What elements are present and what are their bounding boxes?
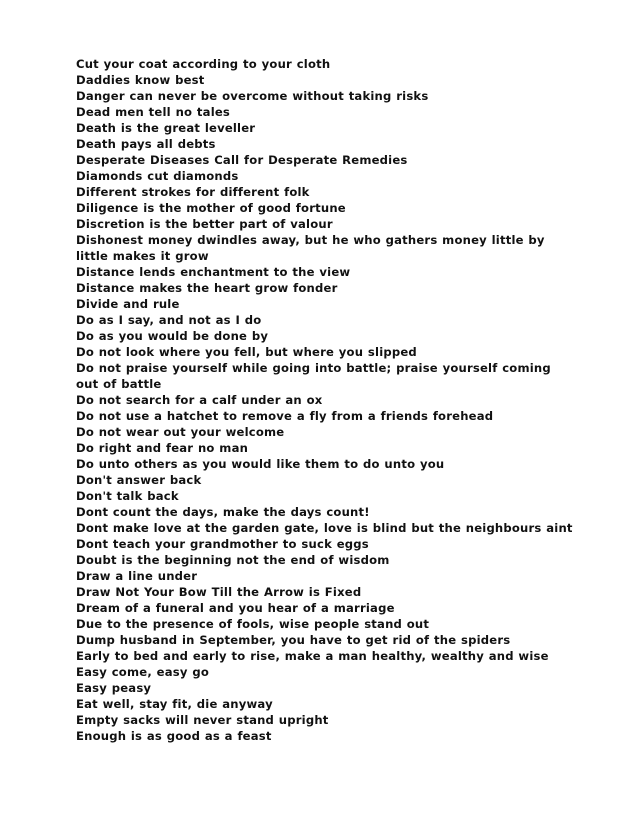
list-item: Early to bed and early to rise, make a man healthy, wealthy and wise bbox=[76, 649, 549, 663]
list-item: Death pays all debts bbox=[76, 137, 216, 151]
list-item: Dont make love at the garden gate, love is blind but the neighbours aint bbox=[76, 521, 573, 535]
list-item: Daddies know best bbox=[76, 73, 205, 87]
list-item: Dream of a funeral and you hear of a marriage bbox=[76, 601, 395, 615]
list-item: Death is the great leveller bbox=[76, 121, 256, 135]
list-item: Do not wear out your welcome bbox=[76, 425, 285, 439]
list-item: Enough is as good as a feast bbox=[76, 729, 272, 743]
list-item: Diamonds cut diamonds bbox=[76, 169, 239, 183]
list-item: Do as I say, and not as I do bbox=[76, 313, 262, 327]
list-item: Cut your coat according to your cloth bbox=[76, 57, 331, 71]
list-item: Draw a line under bbox=[76, 569, 198, 583]
list-item: Easy come, easy go bbox=[76, 665, 210, 679]
list-item: Danger can never be overcome without taking risks bbox=[76, 89, 429, 103]
list-item: Easy peasy bbox=[76, 681, 152, 695]
list-item: Distance makes the heart grow fonder bbox=[76, 281, 338, 295]
list-item: Due to the presence of fools, wise people stand out bbox=[76, 617, 430, 631]
list-item: Do not praise yourself while going into battle; praise yourself coming out of battle bbox=[76, 361, 551, 391]
list-item: Divide and rule bbox=[76, 297, 180, 311]
list-item: Dishonest money dwindles away, but he who gathers money little by little makes it grow bbox=[76, 233, 545, 263]
list-item: Distance lends enchantment to the view bbox=[76, 265, 351, 279]
list-item: Different strokes for different folk bbox=[76, 185, 310, 199]
list-item: Don't answer back bbox=[76, 473, 202, 487]
list-item: Do right and fear no man bbox=[76, 441, 249, 455]
list-item: Dont count the days, make the days count! bbox=[76, 505, 370, 519]
list-item: Dump husband in September, you have to get rid of the spiders bbox=[76, 633, 511, 647]
list-item: Do not look where you fell, but where you slipped bbox=[76, 345, 417, 359]
proverb-list bbox=[76, 56, 576, 744]
list-item: Do unto others as you would like them to do unto you bbox=[76, 457, 445, 471]
list-item: Do not search for a calf under an ox bbox=[76, 393, 323, 407]
list-item: Do as you would be done by bbox=[76, 329, 269, 343]
list-item: Don't talk back bbox=[76, 489, 179, 503]
list-item: Eat well, stay fit, die anyway bbox=[76, 697, 273, 711]
list-item: Draw Not Your Bow Till the Arrow is Fixed bbox=[76, 585, 362, 599]
list-item: Empty sacks will never stand upright bbox=[76, 713, 329, 727]
list-item: Desperate Diseases Call for Desperate Remedies bbox=[76, 153, 408, 167]
list-item: Dont teach your grandmother to suck eggs bbox=[76, 537, 369, 551]
list-item: Discretion is the better part of valour bbox=[76, 217, 333, 231]
list-item: Dead men tell no tales bbox=[76, 105, 231, 119]
list-item: Do not use a hatchet to remove a fly from a friends forehead bbox=[76, 409, 494, 423]
list-item: Diligence is the mother of good fortune bbox=[76, 201, 346, 215]
list-item: Doubt is the beginning not the end of wisdom bbox=[76, 553, 390, 567]
